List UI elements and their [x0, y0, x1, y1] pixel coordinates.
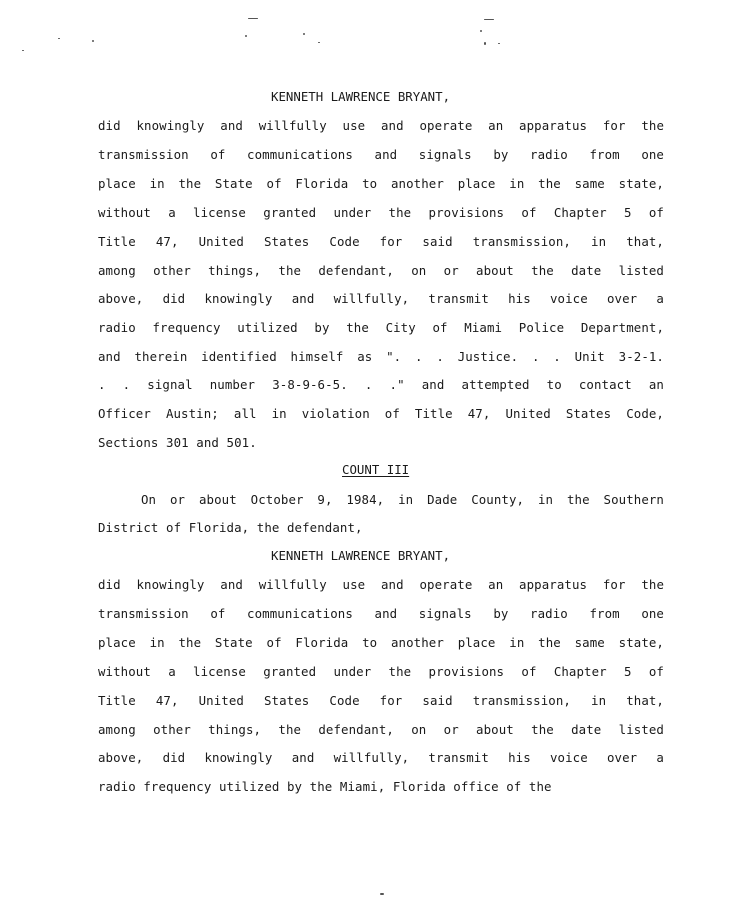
- defendant-name-heading: KENNETH LAWRENCE BRYANT,: [271, 548, 451, 563]
- body-line: among other things, the defendant, on or about the date listed: [98, 263, 664, 278]
- count-title: COUNT III: [342, 462, 410, 477]
- scan-speck: [248, 18, 258, 19]
- scan-speck: [480, 30, 482, 32]
- body-line: without a license granted under the provisions of Chapter 5 of: [98, 205, 664, 220]
- body-line: above, did knowingly and willfully, transmit his voice over a: [98, 750, 664, 765]
- body-line: place in the State of Florida to another place in the same state,: [98, 635, 664, 650]
- scan-speck: [22, 50, 24, 51]
- body-line: transmission of communications and signals by radio from one: [98, 606, 664, 621]
- defendant-name-heading: KENNETH LAWRENCE BRYANT,: [271, 89, 451, 104]
- intro-line: District of Florida, the defendant,: [98, 520, 363, 535]
- scan-speck: [498, 43, 500, 44]
- body-line: above, did knowingly and willfully, transmit his voice over a: [98, 291, 664, 306]
- body-line: Sections 301 and 501.: [98, 435, 257, 450]
- body-line: did knowingly and willfully use and operate an apparatus for the: [98, 577, 664, 592]
- body-line: and therein identified himself as ". . . Justice. . . Unit 3-2-1.: [98, 349, 664, 364]
- body-line: radio frequency utilized by the City of Miami Police Department,: [98, 320, 664, 335]
- body-line: among other things, the defendant, on or about the date listed: [98, 722, 664, 737]
- body-line: radio frequency utilized by the Miami, Florida office of the: [98, 779, 552, 794]
- body-line: transmission of communications and signals by radio from one: [98, 147, 664, 162]
- body-line: without a license granted under the provisions of Chapter 5 of: [98, 664, 664, 679]
- body-line: place in the State of Florida to another place in the same state,: [98, 176, 664, 191]
- scan-speck: [92, 40, 94, 42]
- body-line: Title 47, United States Code for said transmission, in that,: [98, 234, 664, 249]
- intro-line: On or about October 9, 1984, in Dade County, in the Southern: [141, 492, 664, 507]
- scan-speck: [380, 893, 384, 895]
- body-line: Title 47, United States Code for said transmission, in that,: [98, 693, 664, 708]
- scan-speck: [58, 38, 60, 39]
- scan-speck: [303, 33, 305, 35]
- scan-speck: [245, 35, 247, 37]
- body-line: Officer Austin; all in violation of Title 47, United States Code,: [98, 406, 664, 421]
- scan-speck: [318, 42, 320, 43]
- scan-speck: [484, 42, 486, 45]
- body-line: did knowingly and willfully use and operate an apparatus for the: [98, 118, 664, 133]
- scan-speck: [484, 19, 494, 20]
- body-line: . . signal number 3-8-9-6-5. . ." and attempted to contact an: [98, 377, 664, 392]
